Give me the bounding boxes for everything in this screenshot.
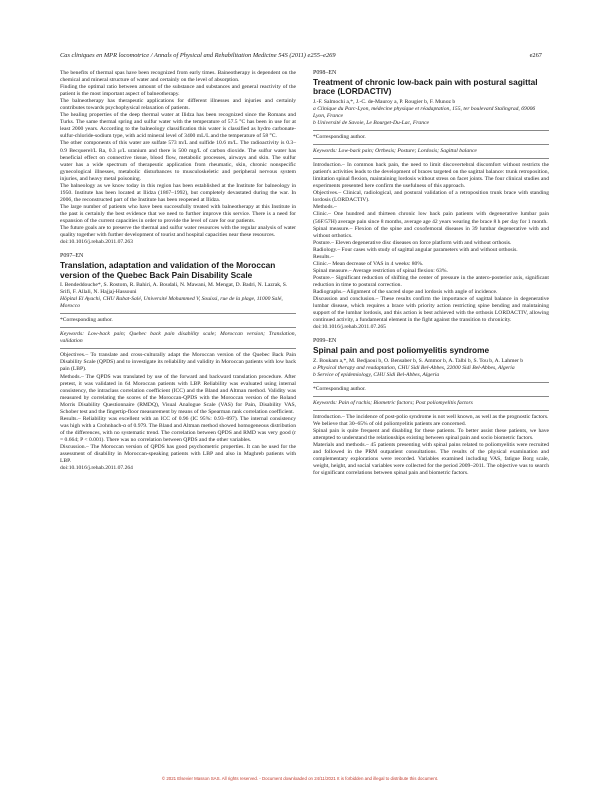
- divider: [60, 327, 296, 328]
- paragraph: Introduction.– The incidence of post-polio syndrome is not well known, as well as the prognostic factors.: [313, 413, 549, 420]
- paragraph: Introduction.– In common back pain, the need to limit discovertebral discomfort without restricts the patient's activities leads to the development of braces targeted on the sagittal balance: trunk retroposition, limitation spinal flexion, maintaining lordosis without stress on facet joints. The four clinical studies and experiments presented here confirm the usefulness of this approach.: [313, 162, 549, 190]
- abstract-code: P097–EN: [60, 253, 84, 260]
- divider: [60, 313, 296, 314]
- divider: [313, 396, 549, 397]
- paragraph: Radiology.– Four cases with study of sagittal angular parameters with and without orthosis.: [313, 246, 518, 253]
- abstract-affiliation: b Service of epidemiology, CHU Sidi Bel-Abbes, Algeria: [313, 371, 440, 378]
- paragraph: The balneology as we know today in this region has been established at the Institute for balneology in 1950. Institute has been located at Ilidza (1867–1992), but completely devastated during the war. In 2006, the reconstructed part of the Institute has been reopened at Ilidza.: [60, 182, 296, 203]
- paragraph: Radiographs.– Alignment of the sacred slope and lordosis with angle of incidence.: [313, 288, 498, 295]
- paragraph: Objectives.– Clinical, radiological, and postural validation of a retroposition trunk brace with standing lordosis (LORDACTIV).: [313, 190, 549, 204]
- abstract-affiliation: b Université de Savoie, Le Bourget-Du-Lac, France: [313, 120, 429, 126]
- right-column: [313, 70, 549, 477]
- paragraph: The large number of patients who have been successfully treated with balneotherapy at this Institute in the past is certainly the best evidence that we need to further improve this service. There is a need for expansion of the current capacities in order to provide the level of care for our patients.: [60, 203, 296, 224]
- journal-citation: Cas cliniques en MPR locomotrice / Annals of Physical and Rehabilitation Medicine 54S (2011) e255–e269: [60, 52, 336, 59]
- keywords: Keywords: Pain of rachis; Biometric factors; Post poliomyelitis factors: [313, 399, 473, 406]
- keywords: Keywords: Low-back pain; Orthesis; Posture; Lordosis; Sagittal balance: [313, 148, 477, 155]
- divider: [313, 158, 549, 159]
- paragraph: Spinal measure.– Average restriction of spinal flexion: 63%.: [313, 267, 448, 274]
- paragraph: Spinal measure.– Flexion of the spine and coxofemoral diseases in 39 lumbar degenerative with and without orthotics.: [313, 225, 549, 239]
- paragraph: Objectives.– To translate and cross-culturally adapt the Moroccan version of the Quebec Back Pain Disability Scale (QPDS) and to investigate its reliability and validity in Moroccan patients with low back pain (LBP).: [60, 352, 296, 373]
- divider: [313, 130, 549, 131]
- doi-link[interactable]: doi:10.1016/j.rehab.2011.07.265: [313, 324, 386, 331]
- paragraph: The benefits of thermal spas have been recognized from early times. Baineotherapy is dependent on the chemical and mineral structure of water and certainly on the level of absorption.: [60, 70, 296, 84]
- paragraph: We believe that 30–65% of old poliomyelitis patients are concerned.: [313, 421, 467, 427]
- doi-link[interactable]: doi:10.1016/j.rehab.2011.07.264: [60, 465, 133, 472]
- divider: [60, 348, 296, 349]
- abstract-title: Translation, adaptation and validation of the Moroccan version of the Quebec Back Pain Disability Scale: [60, 260, 276, 280]
- abstract-authors: J.-F. Salmochi a,*, J.-C. de-Mauroy a, P. Rougier b, F. Munoz b: [313, 98, 456, 105]
- abstract-authors: Z. Boukam a,*, M. Bedjaoui b, O. Bensaber b, S. Ammor b, A. Talbi b, S. Tou b, A. Lahmer b: [313, 357, 524, 364]
- abstract-affiliation: Hôpital El Ayachi, CHU Rabat-Salé, Université Mohammed V, Souissi, rue de la plage, 11000 Salé, Morocco: [60, 296, 283, 310]
- corresponding-author: *Corresponding author.: [313, 385, 366, 392]
- paragraph: Materials and methods.– 45 patients presenting with spinal pains related to poliomyelitis were recruited and followed in the PRM outpatient consultations. The results of the physical examination and complementary explorations were recorded. Variables examined including VAS, fatigue Borg scale, weight, height, and social variables were collected for the period 2009–2011. The objective was to search for significant correlations between spinal pain and biometric factors.: [313, 442, 549, 477]
- paragraph: Methods.–: [313, 204, 337, 211]
- paragraph: Discussion and conclusion.– These results confirm the importance of sagittal balance in degenerative lumbar disease, which requires a brace with priority action restricting spine bending and maintaining support of the lumbar lordosis, and this action is best achieved with the orthosis LORDACTIV, allowing continued activity, a fundamental element in the fight against the transition to chronicity.: [313, 296, 549, 324]
- abstract-code: P099–EN: [313, 338, 337, 345]
- left-column: [60, 70, 296, 472]
- abstract-affiliation: a Clinique du Parc-Lyon, médecine physique et réadaptation, 155, ter boulevard Stalingrad, 69006 Lyon, France: [313, 105, 536, 119]
- paragraph: The future goals are to preserve the thermal and sulfur water resources with the regular analysis of water quality together with further development of tourist and hospital capacities near these resources.: [60, 225, 296, 239]
- abstract-title: Treatment of chronic low-back pain with postural sagittal brace (LORDACTIV): [313, 77, 538, 97]
- paragraph: Results.–: [313, 253, 334, 260]
- copyright-footer: © 2021 Elsevier Masson SAS. All rights reserved. - Document downloaded on 24/11/2021 It is forbidden and illegal to distribute this document.: [161, 776, 439, 781]
- running-header: [60, 52, 542, 59]
- paragraph: Finding the optimal ratio between amount of the substance and substances and general reactivity of the patient is the most important aspect of balneotherapy.: [60, 84, 296, 98]
- abstract-authors: I. Bendeddouche*, S. Rostom, R. Bahiri, A. Boudali, N. Mawani, M. Mengat, D. Badri, N. Lazrak, S. Srifi, F. Allali, N. Hajjaj-Hassouni: [60, 282, 288, 296]
- paragraph: Spinal pain is quite frequent and disabling for these patients. To better assist these patients, we have attempted to understand the relationships existing between spinal pain and socio biometric factors.: [313, 428, 549, 442]
- page-number: e267: [529, 52, 542, 59]
- paragraph: The balneotherapy has therapeutic applications for different illnesses and injuries and certainly contributes towards psychophysical relaxation of patients.: [60, 98, 296, 112]
- paragraph: The other components of this water are sulfate 573 m/L and sulfide 10.6 m/L. The radioactivity is 0.3–0.9 Becquerel/L Ra, 0.3 μ/L uranium and there is 500 mg/L of carbon dioxide. The sulfur water has beneficial effect on connective tissue, blood flow, metabolic processes, airways and skin. The sulfur water has a wide spectrum of therapeutic application from rheumatic, skin, chronic nonspecific gynecological illnesses, metabolic disturbances to musculoskeletic and peripheral nervous system injuries, and heavy metal poisoning.: [60, 140, 296, 182]
- paragraph: Posture.– Eleven degenerative disc diseases on force platform with and without orthosis.: [313, 239, 512, 246]
- paragraph: Results.– Reliability was excellent with an ICC of 0.96 (IC 95%: 0.93–097). The internal consistency was high with a Crohnbach-α of 0.979. The Bland and Altman method showed homogeneous distribution of the differences, with no systematic trend. The correlation between QPDS and RMD was very good (r = 0.664; P < 0.001). There was no correlation between QPDS and the other variables.: [60, 415, 296, 443]
- paragraph: Clinic.– Mean decrease of VAS in 4 weeks: 80%.: [313, 260, 424, 267]
- corresponding-author: *Corresponding author.: [60, 317, 113, 324]
- divider: [313, 144, 549, 145]
- paragraph: Discussion.– The Moroccan version of QPDS has good psychometric properties. It can be used for the assessment of disability in Moroccan-speaking patients with LBP and also in Maghreb patients with LBP.: [60, 443, 296, 465]
- doi-link[interactable]: doi:10.1016/j.rehab.2011.07.263: [60, 239, 133, 246]
- divider: [313, 382, 549, 383]
- keywords: Keywords: Low-back pain; Quebec back pain disability scale; Moroccan version; Translation, validation: [60, 331, 296, 345]
- abstract-code: P098–EN: [313, 70, 337, 76]
- corresponding-author: *Corresponding author.: [313, 134, 366, 141]
- paragraph: Posture.– Significant reduction of shifting the center of pressure in the antero-posterior axis, significant reduction in time to postural correction.: [313, 274, 549, 288]
- divider: [313, 410, 549, 411]
- abstract-title: Spinal pain and post poliomyelitis syndrome: [313, 345, 490, 356]
- abstract-affiliation: a Physical therapy and readaptation, CHU Sidi Bel-Abbes, 22000 Sidi Bel-Abbes, Algeria: [313, 364, 515, 371]
- paragraph: The healing properties of the deep thermal water at Ilidza has been recognized since the Romans and Turks. The same thermal spring and sulfur water with the temperature of 57.5 °C has been in use for at least 2000 years. According to the balneology classification this water is classified as hydro carbonate-sulfur-chloride-sodium type, with acid mineral level of 3400 mL/L and the temperature of 58 °C.: [60, 112, 296, 140]
- paragraph: Methods.– The QPDS was translated by use of the forward and backward translation procedure. After pretest, it was validated in 64 Moroccan patients with LBP. Reliability was evaluated using internal consistency, the intraclass correlation coefficient (ICC) and the Bland and Altman method. Validity was measured by correlating the scores of the Moroccan-QPDS with the Moroccan version of the Roland Morris Disability Questionnaire (RMDQ), Visual Analogue Scale (VAS) for Pain, Disability VAS, Schober test and the fingertip-floor measurement by means of the Spearman rank correlation coefficient.: [60, 373, 296, 415]
- paragraph: Clinic.– One hundred and thirteen chronic low back pain patients with degenerative lumbar pain (56F/57H) average pain since 8 months, average age 42 years wearing the brace 8 h per day for 1 month.: [313, 211, 549, 225]
